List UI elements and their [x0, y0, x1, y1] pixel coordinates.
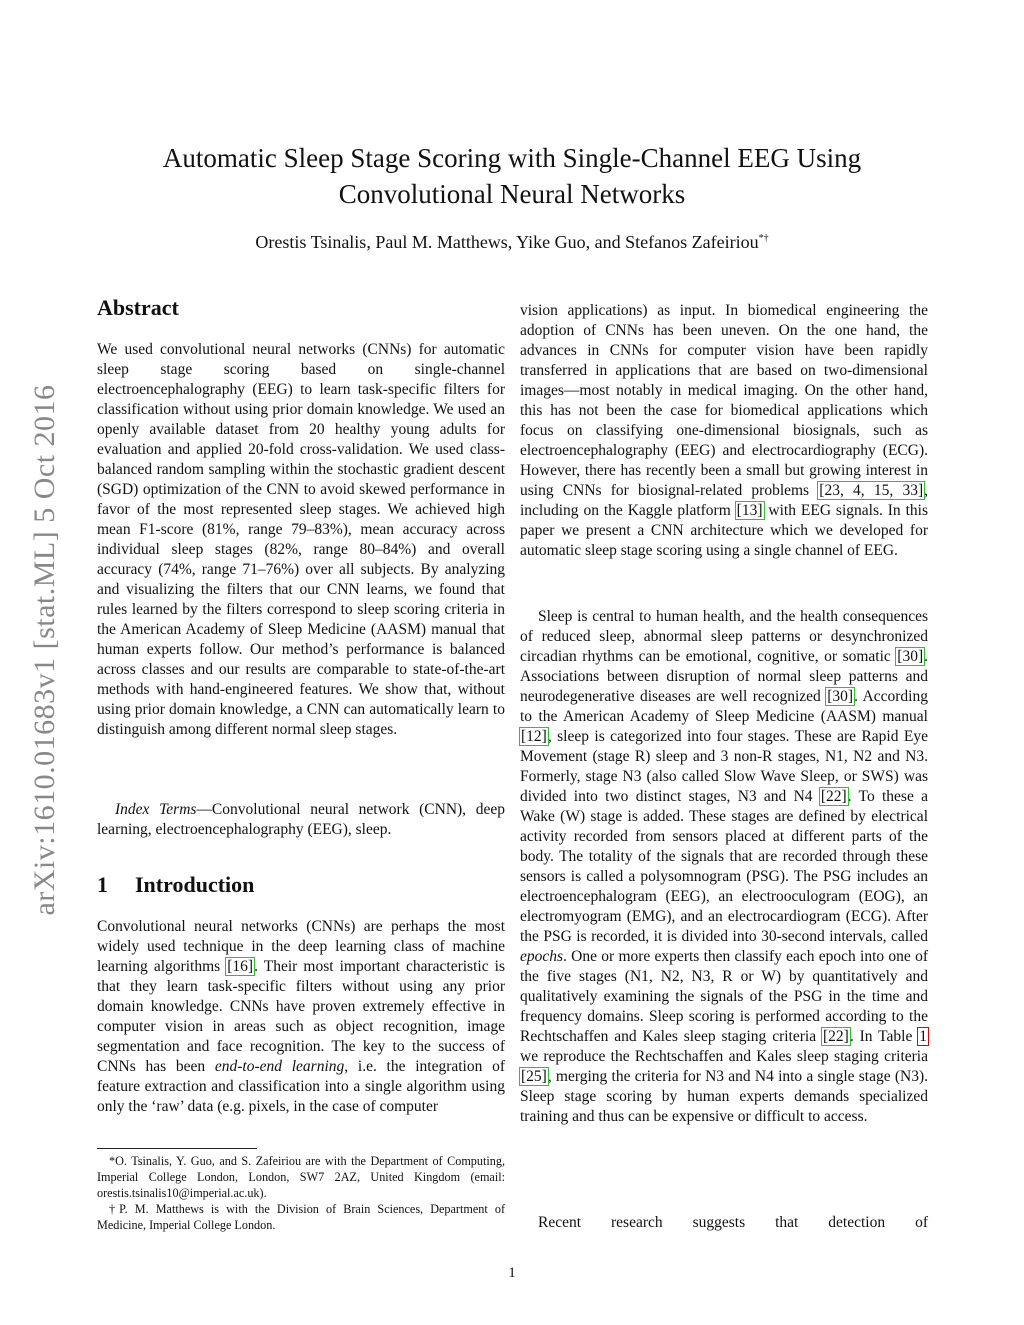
right-column-paragraph-3 — [520, 1213, 928, 1233]
index-terms-text: —Convolutional neural network (CNN), deep learning, electroencephalography (EEG), sleep. — [97, 801, 505, 838]
paper-title — [100, 140, 924, 212]
citation-link[interactable]: [13] — [736, 502, 763, 519]
introduction-paragraph — [97, 917, 505, 1117]
section-title: Introduction — [135, 872, 255, 897]
citation-link[interactable]: [16] — [227, 958, 254, 975]
paragraph-emphasis: epochs — [520, 948, 564, 965]
footnote-divider — [97, 1148, 257, 1149]
right-column-paragraph-2 — [520, 607, 928, 1127]
intro-emphasis: end-to-end learning — [214, 1058, 345, 1075]
paragraph-text: . One or more experts then classify each epoch into one of the five stages (N1, N2, N3, R or W) by quantitatively and qualitatively examining the signals of the PSG in the time and frequency domains. Sleep scoring is performed according to the Rechtschaffen and Kales sleep staging criteria — [520, 948, 928, 1045]
footnote-1: *O. Tsinalis, Y. Guo, and S. Zafeiriou are with the Department of Computing, Imperial College London, London, SW7 2AZ, United Kingdom (email: orestis.tsinalis10@imperial.ac.uk). — [97, 1154, 505, 1200]
paragraph-text: vision applications) as input. In biomedical engineering the adoption of CNNs has been uneven. On the one hand, the advances in CNNs for computer vision have been rapidly transferred in applications that are based on two-dimensional images—most notably in medical imaging. On the other hand, this has not been the case for biomedical applications which focus on classifying one-dimensional biosignals, such as electroencephalography (EEG) and electrocardiography (ECG). However, there has recently been a small but growing interest in using CNNs for biosignal-related problems — [520, 302, 928, 499]
arxiv-identifier: arXiv:1610.01683v1 [stat.ML] 5 Oct 2016 — [28, 384, 61, 916]
title-line-1: Automatic Sleep Stage Scoring with Single-Channel EEG Using — [162, 143, 862, 173]
right-column-paragraph-1 — [520, 301, 928, 561]
paragraph-text: with EEG signals. In this paper we present a CNN architecture which we developed for automatic sleep stage scoring using a single channel of EEG. — [520, 502, 928, 559]
index-terms — [97, 800, 505, 840]
page-number: 1 — [508, 1265, 516, 1281]
paragraph-text: . According to the American Academy of Sleep Medicine (AASM) manual — [520, 688, 928, 725]
paragraph-text: Recent research suggests that detection of — [538, 1214, 928, 1231]
citation-link[interactable]: [22] — [822, 1028, 849, 1045]
abstract-body — [97, 340, 505, 740]
authors-text: Orestis Tsinalis, Paul M. Matthews, Yike Guo, and Stefanos Zafeiriou — [255, 232, 759, 252]
author-footnote-mark: *† — [758, 233, 769, 244]
intro-text-3: , i.e. the integration of feature extraction and classification into a single algorithm using only the ‘raw’ data (e.g. pixels, in the case of computer — [97, 1058, 506, 1115]
citation-link[interactable]: [30] — [827, 688, 854, 705]
intro-text-2: . Their most important characteristic is that they learn task-specific filters without using any prior domain knowledge. CNNs have proven extremely effective in computer vision in areas such as object recognition, image segmentation and face recognition. The key to the success of CNNs has been — [97, 958, 505, 1075]
paragraph-text: , merging the criteria for N3 and N4 into a single stage (N3). Sleep stage scoring by human experts demands specialized training and thus can be expensive or difficult to access. — [520, 1068, 928, 1125]
paragraph-text: , sleep is categorized into four stages. These are Rapid Eye Movement (stage R) sleep and 3 non-R stages, N1, N2 and N3. Formerly, stage N3 (also called Slow Wave Sleep, or SWS) was divided into two distinct stages, N3 and N4 — [520, 728, 928, 805]
intro-text-1: Convolutional neural networks (CNNs) are perhaps the most widely used technique in the deep learning class of machine learning algorithms — [97, 918, 505, 975]
footnotes — [97, 1153, 505, 1233]
paragraph-text: we reproduce the Rechtschaffen and Kales sleep staging criteria — [520, 1048, 928, 1065]
index-terms-label: Index Terms — [115, 801, 197, 818]
section-number: 1 — [97, 872, 108, 897]
citation-link[interactable]: [30] — [897, 648, 924, 665]
footnote-2: †P. M. Matthews is with the Division of Brain Sciences, Department of Medicine, Imperial College London. — [97, 1202, 505, 1232]
citation-link[interactable]: [23, 4, 15, 33] — [819, 482, 924, 499]
citation-link[interactable]: [12] — [521, 728, 547, 745]
citation-link[interactable]: [22] — [820, 788, 847, 805]
paragraph-text: , including on the Kaggle platform — [520, 482, 928, 519]
paragraph-text: . Associations between disruption of normal sleep patterns and neurodegenerative diseases are well recognized — [520, 648, 928, 705]
section-heading-introduction — [97, 872, 254, 898]
paragraph-text: Sleep is central to human health, and the health consequences of reduced sleep, abnormal sleep patterns or desynchronized circadian rhythms can be emotional, cognitive, or somatic — [520, 608, 928, 665]
title-line-2: Convolutional Neural Networks — [338, 179, 686, 209]
citation-link[interactable]: [25] — [521, 1068, 547, 1085]
abstract-heading: Abstract — [97, 295, 179, 320]
abstract-text: We used convolutional neural networks (CNNs) for automatic sleep stage scoring based on single-channel electroencephalography (EEG) to learn task-specific filters for classification without using prior domain knowledge. We used an openly available dataset from 20 healthy young adults for evaluation and applied 20-fold cross-validation. We used class-balanced random sampling within the stochastic gradient descent (SGD) optimization of the CNN to avoid skewed performance in favor of the most represented sleep stages. We achieved high mean F1-score (81%, range 79–83%), mean accuracy across individual sleep stages (82%, range 80–84%) and overall accuracy (74%, range 71–76%) over all subjects. By analyzing and visualizing the filters that our CNN learns, we found that rules learned by the filters correspond to sleep scoring criteria in the American Academy of Sleep Medicine (AASM) manual that human experts follow. Our method’s performance is balanced across classes and our results are comparable to state-of-the-art methods with hand-engineered features. We show that, without using prior domain knowledge, a CNN can automatically learn to distinguish among different normal sleep stages. — [97, 341, 505, 738]
author-list — [100, 232, 924, 253]
paragraph-text: . To these a Wake (W) stage is added. These stages are defined by electrical activity recorded from sensors placed at different parts of the body. The totality of the signals that are recorded through these sensors is called a polysomnogram (PSG). The PSG includes an electroencephalogram (EEG), an electrooculogram (EOG), an electromyogram (EMG), and an electrocardiogram (ECG). After the PSG is recorded, it is divided into 30-second intervals, called — [520, 788, 928, 945]
paragraph-text: . In Table — [849, 1028, 919, 1045]
table-reference-link[interactable]: 1 — [919, 1028, 927, 1045]
